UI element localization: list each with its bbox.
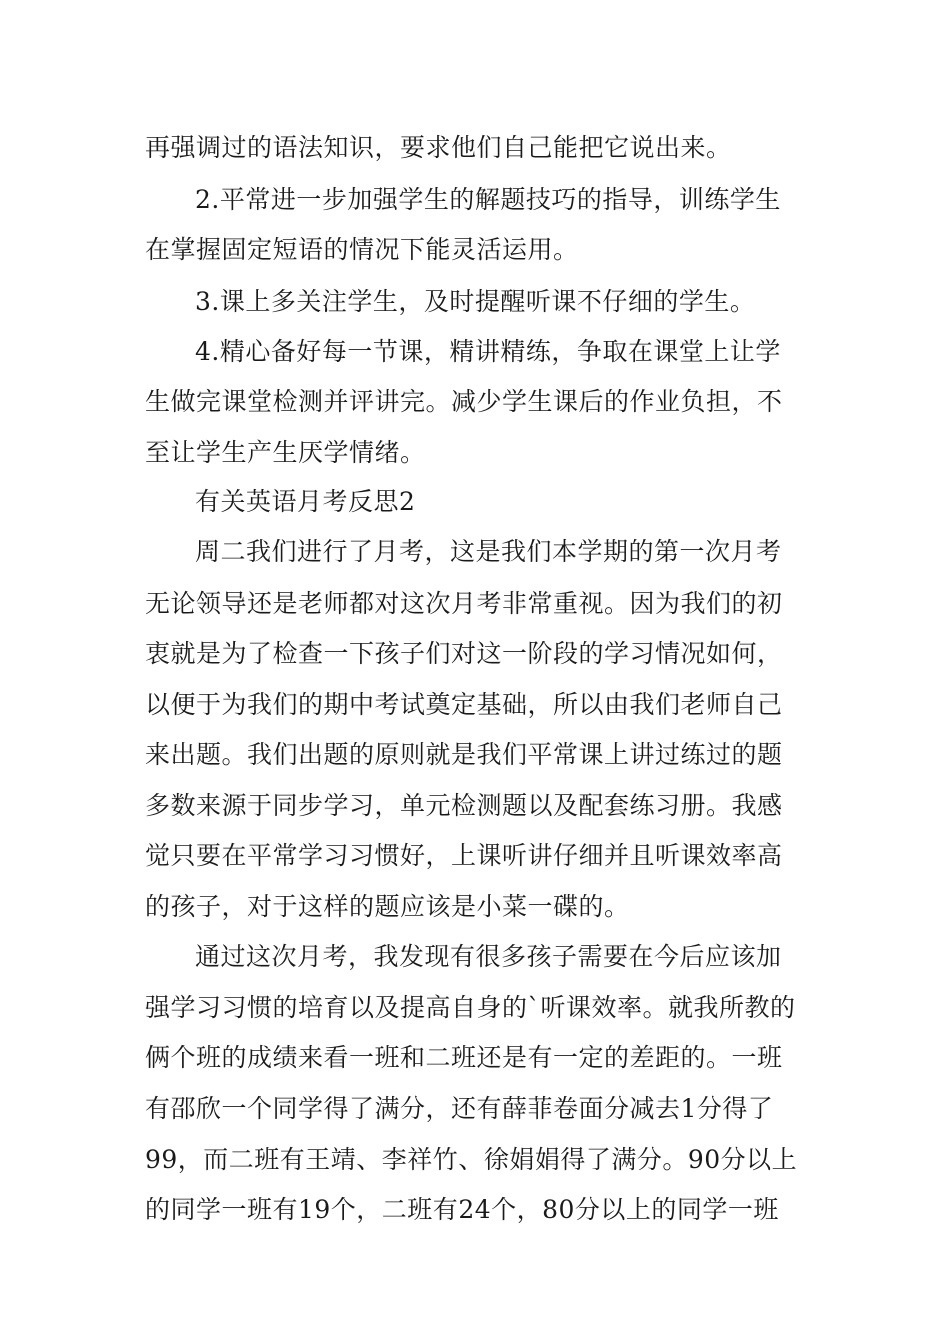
text-line: 以便于为我们的期中考试奠定基础，所以由我们老师自己 [145,690,783,719]
text-line: 再强调过的语法知识，要求他们自己能把它说出来。 [145,133,732,162]
section-heading: 有关英语月考反思2 [195,487,416,516]
text-line: 觉只要在平常学习习惯好，上课听讲仔细并且听课效率高 [145,841,783,870]
text-line: 的孩子，对于这样的题应该是小菜一碟的。 [145,892,630,921]
text-line: 99，而二班有王靖、李祥竹、徐娟娟得了满分。90分以上 [145,1145,798,1174]
text-line: 4.精心备好每一节课，精讲精练，争取在课堂上让学 [195,337,781,366]
text-line: 来出题。我们出题的原则就是我们平常课上讲过练过的题 [145,740,783,769]
text-line: 衷就是为了检查一下孩子们对这一阶段的学习情况如何， [145,639,783,668]
text-line: 生做完课堂检测并评讲完。减少学生课后的作业负担，不 [145,387,783,416]
text-line: 3.课上多关注学生，及时提醒听课不仔细的学生。 [195,287,756,316]
text-line: 无论领导还是老师都对这次月考非常重视。因为我们的初 [145,589,783,618]
text-line: 通过这次月考，我发现有很多孩子需要在今后应该加 [195,942,782,971]
text-line: 2.平常进一步加强学生的解题技巧的指导，训练学生 [195,185,781,214]
text-line: 强学习习惯的培育以及提高自身的`听课效率。就我所教的 [145,993,796,1022]
text-line: 俩个班的成绩来看一班和二班还是有一定的差距的。一班 [145,1043,783,1072]
text-line: 有邵欣一个同学得了满分，还有薛菲卷面分减去1分得了 [145,1094,774,1123]
text-line: 周二我们进行了月考，这是我们本学期的第一次月考 [195,537,782,566]
text-line: 在掌握固定短语的情况下能灵活运用。 [145,235,579,264]
text-line: 的同学一班有19个，二班有24个，80分以上的同学一班 [145,1195,779,1224]
text-line: 至让学生产生厌学情绪。 [145,438,426,467]
text-line: 多数来源于同步学习，单元检测题以及配套练习册。我感 [145,791,783,820]
